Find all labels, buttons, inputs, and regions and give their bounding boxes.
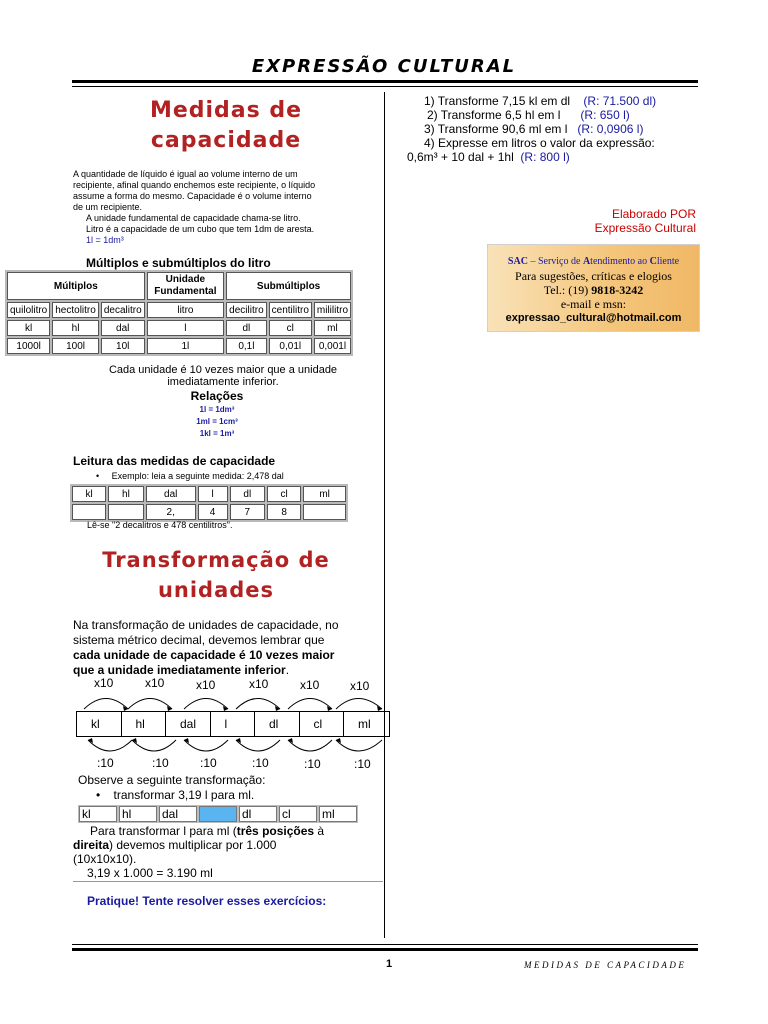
exercise-1 xyxy=(407,94,697,108)
unit-cell-dl: dl xyxy=(255,712,300,736)
multiples-table xyxy=(5,270,353,356)
transformation-paragraph xyxy=(73,618,363,678)
exercise-answer: (R: 71.500 dl) xyxy=(583,94,657,108)
exercise-answer: (R: 0,0906 l) xyxy=(577,122,644,136)
unit-cell-l: l xyxy=(211,712,256,736)
relation-item: 1l = 1dm³ xyxy=(199,405,235,414)
credits-line: Elaborado POR xyxy=(611,207,696,221)
intro-paragraph xyxy=(73,169,373,246)
table-cell: ml xyxy=(314,320,351,336)
page-number: 1 xyxy=(386,958,393,970)
reading-symbols-row xyxy=(72,486,346,502)
intro-line: recipiente, afinal quando enchemos este recipiente, o líquido xyxy=(73,180,316,190)
table-cell: kl xyxy=(7,320,50,336)
arrow-left-2 xyxy=(132,740,176,751)
table-cell: l xyxy=(198,486,228,502)
div10-label: :10 xyxy=(152,756,169,770)
table-cell: cl xyxy=(269,320,312,336)
x10-label: x10 xyxy=(145,676,165,690)
exercise-2 xyxy=(407,108,697,122)
reading-digits-row xyxy=(72,504,346,520)
unit-cell-dl: dl xyxy=(239,806,277,822)
example-bullet xyxy=(96,788,254,802)
note-line: imediatamente inferior. xyxy=(167,376,279,388)
explanation xyxy=(73,824,363,880)
example-units-row xyxy=(78,805,358,823)
x10-label: x10 xyxy=(94,676,114,690)
exercises-list xyxy=(407,94,697,164)
table-cell: 8 xyxy=(267,504,301,520)
reading-bullet-text: Exemplo: leia a seguinte medida: 2,478 dal xyxy=(111,471,284,481)
title-line-2: unidades xyxy=(157,578,275,602)
header-multiplos: Múltiplos xyxy=(7,272,145,300)
note-line: Cada unidade é 10 vezes maior que a unidade xyxy=(108,364,338,376)
unit-cell-cl: cl xyxy=(279,806,317,822)
x10-label: x10 xyxy=(300,678,320,692)
multiples-caption: Múltiplos e submúltiplos do litro xyxy=(86,256,271,270)
table-cell: 0,01l xyxy=(269,338,312,354)
sac-email[interactable]: expressao_cultural@hotmail.com xyxy=(505,312,682,324)
table-cell: ml xyxy=(303,486,346,502)
practice-divider xyxy=(73,881,383,882)
table-cell: dal xyxy=(101,320,145,336)
names-row xyxy=(7,302,351,318)
unit-cell-dal: dal xyxy=(159,806,197,822)
arrow-left-3 xyxy=(184,740,228,751)
section-title-transformacao xyxy=(82,545,350,605)
table-cell: 7 xyxy=(230,504,266,520)
arrow-right-6 xyxy=(336,699,382,710)
sac-phone-label: Tel.: (19) xyxy=(543,283,592,297)
exercise-text: 3) Transforme 90,6 ml em l xyxy=(424,122,568,136)
unit-cell-dal: dal xyxy=(166,712,211,736)
arrow-right-4 xyxy=(236,699,280,710)
calculation: 3,19 x 1.000 = 3.190 ml xyxy=(87,866,213,880)
div10-label: :10 xyxy=(200,756,217,770)
litro-equation: 1l = 1dm³ xyxy=(86,235,124,245)
table-cell: 100l xyxy=(52,338,99,354)
paragraph-line: Na transformação de unidades de capacidade, no xyxy=(73,618,339,632)
div10-label: :10 xyxy=(97,756,114,770)
intro-line: A quantidade de líquido é igual ao volume interno de um xyxy=(73,169,298,179)
arrow-left-6 xyxy=(336,740,382,751)
table-cell: litro xyxy=(147,302,225,318)
arrow-left-5 xyxy=(288,740,332,751)
footer-rule xyxy=(72,948,698,951)
intro-line: assume a forma do mesmo. Capacidade é o volume interno xyxy=(73,191,312,201)
page-header-title: EXPRESSÃO CULTURAL xyxy=(251,56,517,77)
relation-item: 1kl = 1m³ xyxy=(199,429,235,438)
header-submultiplos: Submúltiplos xyxy=(226,272,351,300)
column-divider xyxy=(384,92,385,938)
div10-label: :10 xyxy=(354,757,371,771)
table-cell: dal xyxy=(146,486,196,502)
table-cell: 10l xyxy=(101,338,145,354)
table-cell: decilitro xyxy=(226,302,266,318)
arrow-left-1 xyxy=(88,740,132,751)
table-cell xyxy=(108,504,144,520)
footer-rule-thin xyxy=(72,944,698,945)
sac-text: – Serviço de xyxy=(527,256,583,267)
table-cell: 2, xyxy=(146,504,196,520)
bullet-icon: • xyxy=(96,788,114,802)
table-cell xyxy=(72,504,106,520)
title-line-2: capacidade xyxy=(150,128,302,153)
intro-line: de um recipiente. xyxy=(73,202,143,212)
sac-letter: C xyxy=(649,256,657,267)
exercise-4-expression xyxy=(407,150,697,164)
exercise-text: 0,6m³ + 10 dal + 1hl xyxy=(407,150,514,164)
exercise-answer: (R: 650 l) xyxy=(580,108,630,122)
x10-label: x10 xyxy=(249,677,269,691)
unit-cell-hl: hl xyxy=(122,712,167,736)
header-unidade: Unidade Fundamental xyxy=(147,272,225,300)
litro-definition: Litro é a capacidade de um cubo que tem 1dm de aresta. xyxy=(86,224,315,234)
table-cell: hectolitro xyxy=(52,302,99,318)
exercise-3 xyxy=(407,122,697,136)
table-cell: quilolitro xyxy=(7,302,50,318)
table-cell: 0,1l xyxy=(226,338,266,354)
table-cell: 1l xyxy=(147,338,225,354)
arrow-right-3 xyxy=(184,699,228,710)
relations-title: Relações xyxy=(190,389,244,403)
paragraph-line: sistema métrico decimal, devemos lembrar que xyxy=(73,633,325,647)
table-cell: hl xyxy=(52,320,99,336)
explanation-text: Para transformar l para ml ( xyxy=(90,824,237,838)
sac-line: Para sugestões, críticas e elogios xyxy=(515,269,672,283)
explanation-text: ) devemos multiplicar por 1.000 xyxy=(109,838,277,852)
bullet-icon: • xyxy=(96,471,112,481)
table-cell xyxy=(303,504,346,520)
credits xyxy=(520,207,696,235)
relation-item: 1ml = 1cm³ xyxy=(196,417,238,426)
sac-abbrev: SAC xyxy=(507,256,528,267)
x10-label: x10 xyxy=(350,679,370,693)
explanation-bold: direita xyxy=(73,838,110,852)
explanation-text: à xyxy=(314,824,325,838)
relations-note xyxy=(73,364,373,388)
reading-result: Lê-se "2 decalitros e 478 centilitros". xyxy=(87,520,233,530)
explanation-text: (10x10x10). xyxy=(73,852,137,866)
header-rule xyxy=(72,80,698,83)
section-title-medidas xyxy=(96,96,356,156)
footer-doc-title: MEDIDAS DE CAPACIDADE xyxy=(524,960,687,970)
table-cell: dl xyxy=(230,486,266,502)
arrow-left-4 xyxy=(236,740,280,751)
table-cell: decalitro xyxy=(101,302,145,318)
sac-title xyxy=(488,255,699,269)
x10-label: x10 xyxy=(196,678,216,692)
div10-label: :10 xyxy=(252,756,269,770)
conversion-units-row xyxy=(76,711,390,737)
sac-phone-number: 9818-3242 xyxy=(591,283,644,297)
practice-text: Pratique! Tente resolver esses exercícios: xyxy=(87,894,327,908)
paragraph-bold-line: que a unidade imediatamente inferior xyxy=(73,663,286,677)
reading-table xyxy=(70,484,348,522)
div10-label: :10 xyxy=(304,757,321,771)
header-rule-thin xyxy=(72,86,698,87)
table-cell: kl xyxy=(72,486,106,502)
table-cell: hl xyxy=(108,486,144,502)
unit-cell-cl: cl xyxy=(300,712,345,736)
sac-phone xyxy=(488,283,699,297)
relations-list xyxy=(73,404,361,440)
sac-text: tendimento ao xyxy=(590,256,650,267)
exercise-answer: (R: 800 l) xyxy=(520,150,570,164)
arrow-right-2 xyxy=(128,699,172,710)
exercise-text: 2) Transforme 6,5 hl em l xyxy=(427,108,561,122)
explanation-bold: três posições xyxy=(236,824,315,838)
exercise-text: 1) Transforme 7,15 kl em dl xyxy=(424,94,571,108)
table-cell: l xyxy=(147,320,225,336)
table-cell: cl xyxy=(267,486,301,502)
sac-letter: A xyxy=(582,256,591,267)
unit-cell-l-highlighted xyxy=(199,806,237,822)
paragraph-dot: . xyxy=(285,663,290,677)
paragraph-bold-line: cada unidade de capacidade é 10 vezes maior xyxy=(73,648,335,662)
table-cell: dl xyxy=(226,320,266,336)
arrow-right-1 xyxy=(84,699,128,710)
sac-text: liente xyxy=(656,256,680,267)
exercise-4: 4) Expresse em litros o valor da expressão: xyxy=(424,136,655,150)
table-cell: 4 xyxy=(198,504,228,520)
reading-title: Leitura das medidas de capacidade xyxy=(73,454,276,468)
reading-example xyxy=(96,471,284,481)
observe-text: Observe a seguinte transformação: xyxy=(78,773,266,787)
title-line-1: Transformação de xyxy=(102,548,330,572)
unit-cell-ml: ml xyxy=(319,806,357,822)
table-cell: mililitro xyxy=(314,302,351,318)
unit-cell-ml: ml xyxy=(358,717,371,731)
title-line-1: Medidas de xyxy=(149,98,303,123)
credits-line: Expressão Cultural xyxy=(594,221,696,235)
sac-line: e-mail e msn: xyxy=(560,297,627,311)
table-cell: 0,001l xyxy=(314,338,351,354)
unit-cell-hl: hl xyxy=(119,806,157,822)
unit-cell-kl: kl xyxy=(77,712,122,736)
table-cell: 1000l xyxy=(7,338,50,354)
values-row xyxy=(7,338,351,354)
sac-contact-box xyxy=(487,244,700,332)
unit-cell-kl: kl xyxy=(79,806,117,822)
arrow-right-5 xyxy=(288,699,332,710)
example-bullet-text: transformar 3,19 l para ml. xyxy=(113,788,255,802)
unit-definition: A unidade fundamental de capacidade chama-se litro. xyxy=(86,213,301,223)
symbols-row xyxy=(7,320,351,336)
table-cell: centilitro xyxy=(269,302,312,318)
